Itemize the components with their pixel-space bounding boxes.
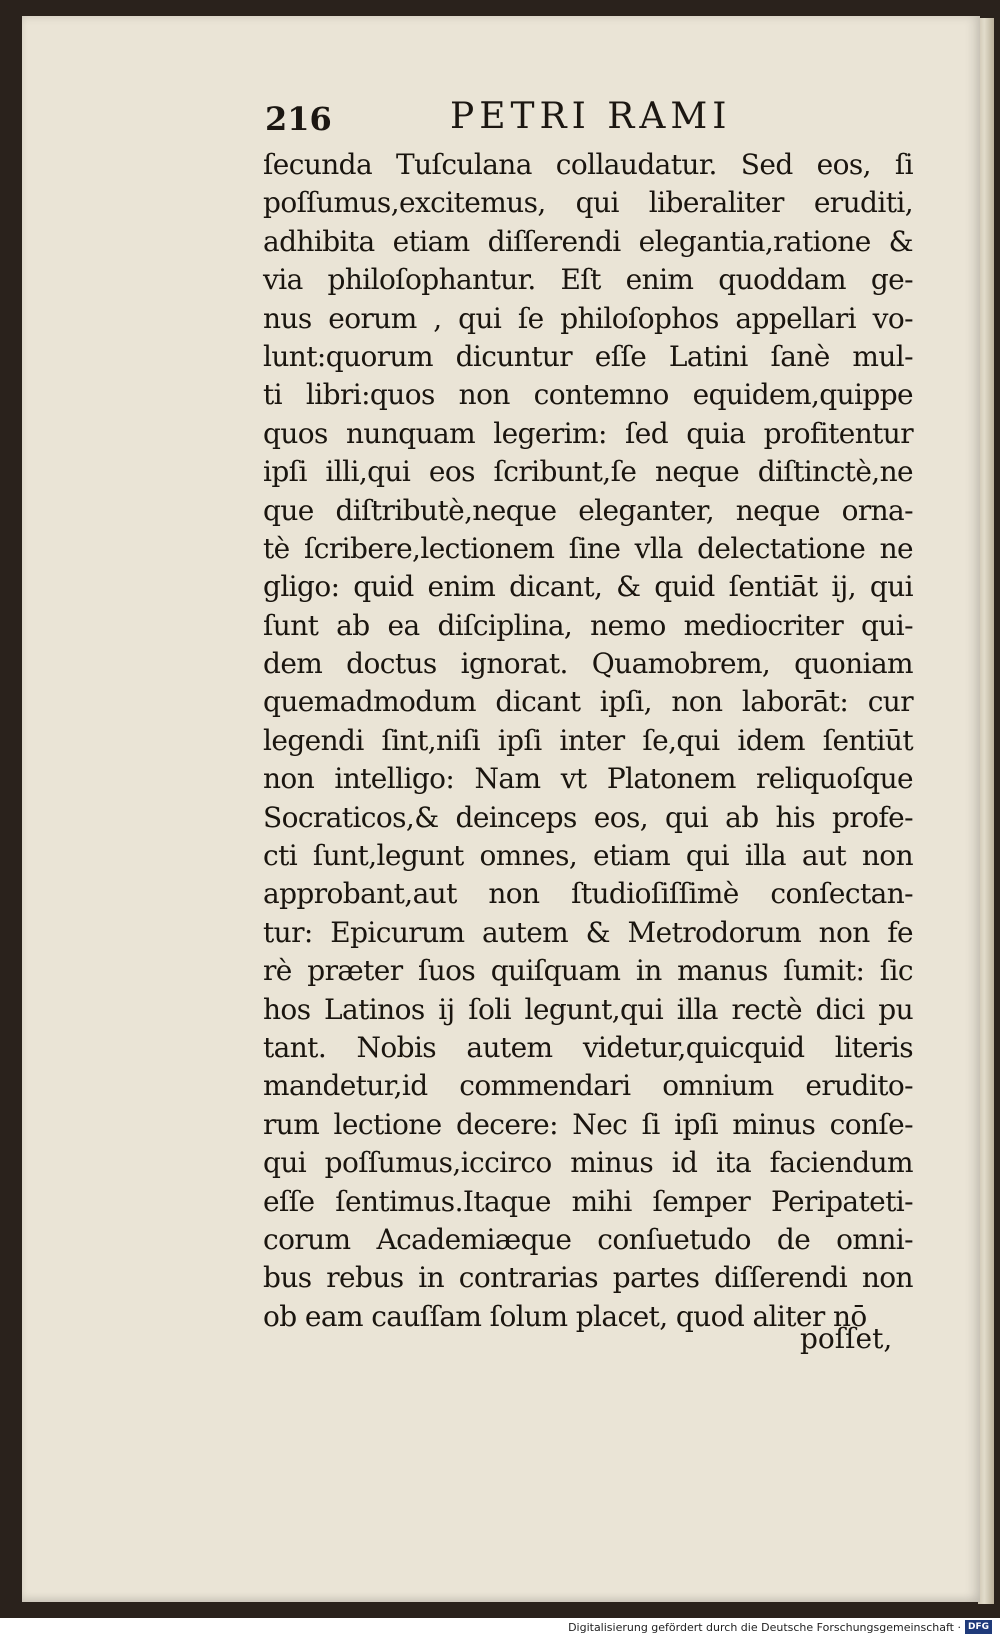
text-line: eſſe ſentimus.Itaque mihi ſemper Peripateti- — [263, 1184, 913, 1218]
text-line: ſecunda Tuſculana collaudatur. Sed eos, ſi — [263, 148, 913, 181]
text-line: legendi ſint,niſi ipſi inter ſe,qui idem ſentiūt — [263, 723, 913, 757]
text-line: Socraticos,& deinceps eos, qui ab his profe- — [263, 800, 913, 834]
text-line: tè ſcribere,lectionem ſine vlla delectatione ne — [263, 531, 913, 565]
text-line: hos Latinos ij ſoli legunt,qui illa rectè dici pu — [263, 992, 913, 1026]
text-line: ti libri:quos non contemno equidem,quippe — [263, 378, 913, 412]
running-title: PETRI RAMI — [450, 96, 732, 137]
text-line: dem doctus ignorat. Quamobrem, quoniam — [263, 647, 913, 681]
catchword: poſſet, — [800, 1322, 893, 1355]
text-line: rum lectione decere: Nec ſi ipſi minus conſe- — [263, 1107, 913, 1141]
text-line: ob eam cauſſam ſolum placet, quod aliter nō — [263, 1299, 867, 1333]
body-text — [263, 146, 913, 1336]
text-line: que diſtributè,neque eleganter, neque orna- — [263, 493, 913, 527]
text-line: approbant,aut non ſtudioſiſſimè conſectan- — [263, 877, 913, 911]
running-head — [265, 94, 755, 144]
text-line: poſſumus,excitemus, qui liberaliter eruditi, — [263, 186, 913, 220]
text-line: ipſi illi,qui eos ſcribunt,ſe neque diſtinctè,ne — [263, 455, 913, 489]
text-line: non intelligo: Nam vt Platonem reliquoſque — [263, 762, 913, 796]
text-line: adhibita etiam diſſerendi elegantia,ratione & — [263, 224, 913, 258]
text-line: tur: Epicurum autem & Metrodorum non fe — [263, 915, 913, 949]
text-line: qui poſſumus,iccirco minus id ita faciendum — [263, 1146, 913, 1180]
dfg-logo: DFG — [965, 1620, 992, 1634]
text-line: corum Academiæque conſuetudo de omni- — [263, 1222, 913, 1256]
text-line: nus eorum , qui ſe philoſophos appellari vo- — [263, 301, 913, 335]
credit-text: Digitalisierung gefördert durch die Deutsche Forschungsgemeinschaft · — [568, 1620, 961, 1634]
text-line: bus rebus in contrarias partes diſſerendi non — [263, 1261, 913, 1295]
text-line: rè præter ſuos quiſquam in manus ſumit: ſic — [263, 954, 913, 988]
page-number: 216 — [265, 100, 332, 138]
page-edge — [978, 18, 994, 1604]
text-line: via philoſophantur. Eſt enim quoddam ge- — [263, 263, 913, 297]
text-line: lunt:quorum dicuntur eſſe Latini ſanè mul- — [263, 339, 913, 373]
text-line: gligo: quid enim dicant, & quid ſentiāt ij, qui — [263, 570, 913, 604]
text-line: quos nunquam legerim: ſed quia profitentur — [263, 416, 913, 450]
digitization-credit — [568, 1619, 992, 1635]
text-line: quemadmodum dicant ipſi, non laborāt: cur — [263, 685, 913, 719]
text-line: cti ſunt,legunt omnes, etiam qui illa aut non — [263, 839, 913, 873]
text-line: tant. Nobis autem videtur,quicquid literis — [263, 1030, 913, 1064]
text-line: ſunt ab ea diſciplina, nemo mediocriter qui- — [263, 608, 913, 642]
text-line: mandetur,id commendari omnium erudito- — [263, 1069, 913, 1103]
